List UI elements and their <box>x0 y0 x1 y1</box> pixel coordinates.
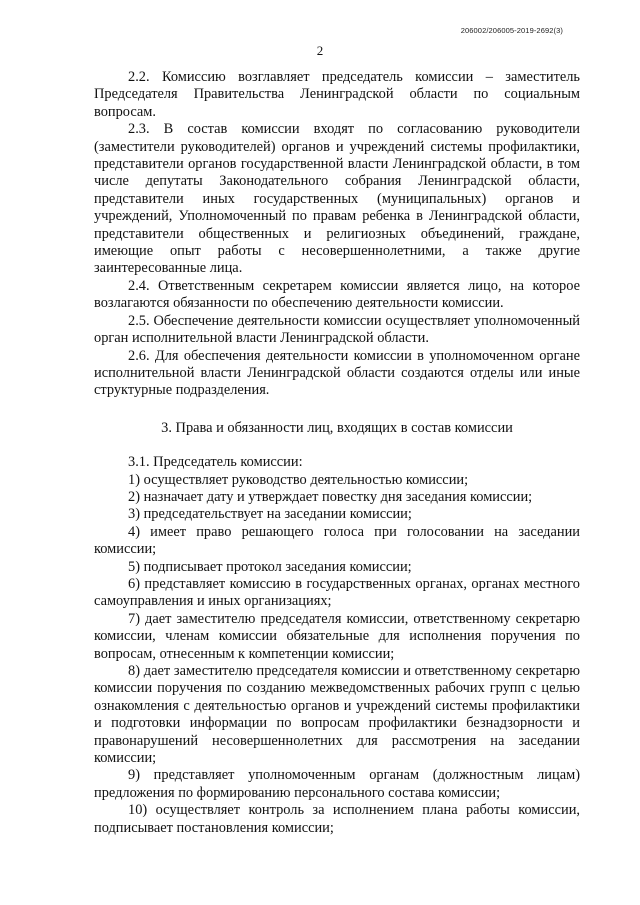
section-heading: 3. Права и обязанности лиц, входящих в состав комиссии <box>161 419 513 436</box>
paragraph-2-6: 2.6. Для обеспечения деятельности комиссии в уполномоченном органе исполнительной власти Ленинградской области создаются отделы или иные структурные подразделения. <box>94 347 580 399</box>
document-id: 206002/206005-2019-2692(3) <box>460 26 563 35</box>
list-item-10: 10) осуществляет контроль за исполнением плана работы комиссии, подписывает постановления комиссии; <box>94 802 580 836</box>
list-item-4: 4) имеет право решающего голоса при голосовании на заседании комиссии; <box>94 523 580 558</box>
paragraph-2-2: 2.2. Комиссию возглавляет председатель комиссии – заместитель Председателя Правительства Ленинградской области по социальным вопросам. <box>94 69 580 120</box>
page-number: 2 <box>316 43 324 58</box>
list-item-7: 7) дает заместителю председателя комиссии, ответственному секретарю комиссии, членам комиссии обязательные для исполнения поручения по вопросам, отнесенным к компетенции комиссии; <box>94 610 580 662</box>
paragraph-2-3: 2.3. В состав комиссии входят по согласованию руководители (заместители руководителей) органов и учреждений системы профилактики, представители органов государственной власти Ленинградской области, в том числе депутаты Законодательного собрания Ленинградской области, представители иных государственных (муниципальных) органов и учреждений, Уполномоченный по правам ребенка в Ленинградской области, представители общественных и религиозных объединений, граждане, имеющие опыт работы с несовершеннолетними, а также другие заинтересованные лица. <box>94 121 580 277</box>
list-item-8: 8) дает заместителю председателя комиссии и ответственному секретарю комиссии поручения по созданию межведомственных рабочих групп с целью ознакомления с деятельностью органов и учреждений системы профилактики и подготовки информации по вопросам профилактики безнадзорности и правонарушений несовершеннолетних для рассмотрения на заседании комиссии; <box>94 663 580 767</box>
paragraph-2-5: 2.5. Обеспечение деятельности комиссии осуществляет уполномоченный орган исполнительной власти Ленинградской области. <box>94 312 580 347</box>
list-item-9: 9) представляет уполномоченным органам (должностным лицам) предложения по формированию персонального состава комиссии; <box>94 767 580 801</box>
list-item-3: 3) председательствует на заседании комиссии; <box>128 506 412 523</box>
list-item-5: 5) подписывает протокол заседания комиссии; <box>128 558 412 575</box>
paragraph-2-4: 2.4. Ответственным секретарем комиссии является лицо, на которое возлагаются обязанности по обеспечению деятельности комиссии. <box>94 277 580 312</box>
list-item-6: 6) представляет комиссию в государственных органах, органах местного самоуправления и иных организациях; <box>94 575 580 610</box>
paragraph-3-1: 3.1. Председатель комиссии: <box>128 454 303 471</box>
list-item-2: 2) назначает дату и утверждает повестку дня заседания комиссии; <box>128 488 533 505</box>
list-item-1: 1) осуществляет руководство деятельностью комиссии; <box>128 471 469 488</box>
document-body <box>94 69 580 837</box>
